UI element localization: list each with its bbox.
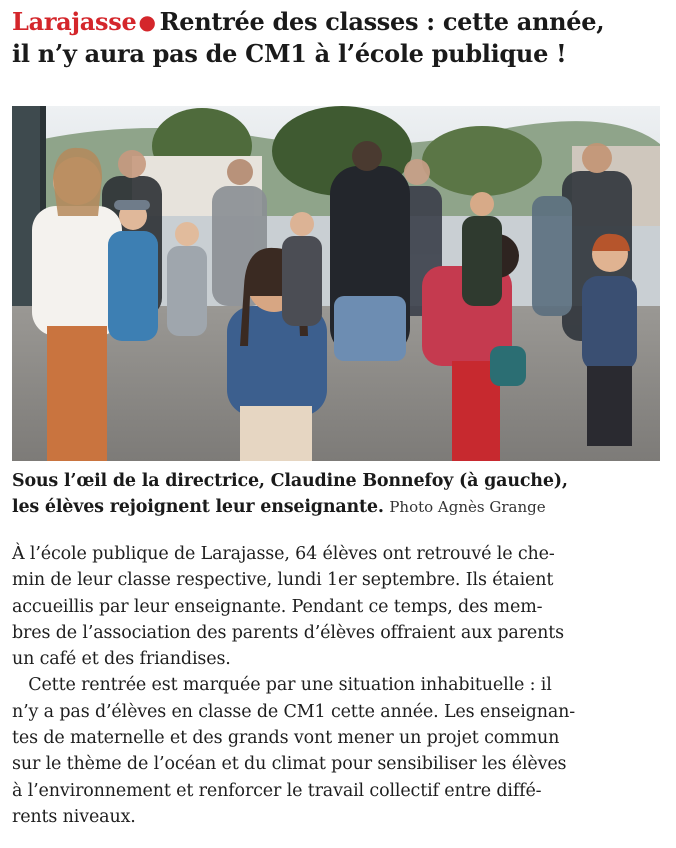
headline-line-1 xyxy=(12,6,664,38)
caption-line-2: les élèves rejoignent leur enseignante. xyxy=(12,497,384,517)
article-headline xyxy=(12,6,664,70)
body-line: à l’environnement et renforcer le travail collectif entre diffé- xyxy=(12,780,542,801)
body-line: rents niveaux. xyxy=(12,806,136,827)
body-line: accueillis par leur enseignante. Pendant ce temps, des mem- xyxy=(12,596,543,617)
body-line: n’y a pas d’élèves en classe de CM1 cette année. Les enseignan- xyxy=(12,701,576,722)
body-line: min de leur classe respective, lundi 1er septembre. Ils étaient xyxy=(12,570,554,591)
article-body xyxy=(12,541,662,830)
headline-text-1: Rentrée des classes : cette année, xyxy=(159,7,605,36)
body-line: À l’école publique de Larajasse, 64 élèves ont retrouvé le che- xyxy=(12,544,555,564)
body-line: un café et des friandises. xyxy=(12,649,231,670)
caption-line-1: Sous l’œil de la directrice, Claudine Bonnefoy (à gauche), xyxy=(12,471,568,491)
photo-credit: Photo Agnès Grange xyxy=(389,498,546,516)
body-line: tes de maternelle et des grands vont mener un projet commun xyxy=(12,728,560,749)
schoolyard-photo-illustration xyxy=(12,106,660,461)
location-label: Larajasse xyxy=(12,7,137,36)
article-photo xyxy=(12,106,660,461)
body-line: bres de l’association des parents d’élèves offraient aux parents xyxy=(12,622,564,643)
bullet-dot-icon: ● xyxy=(138,10,156,34)
body-line: sur le thème de l’océan et du climat pour sensibiliser les élèves xyxy=(12,754,567,775)
headline-line-2: il n’y aura pas de CM1 à l’école publique ! xyxy=(12,39,567,68)
body-line: Cette rentrée est marquée par une situation inhabituelle : il xyxy=(12,675,552,696)
photo-caption xyxy=(12,468,662,520)
